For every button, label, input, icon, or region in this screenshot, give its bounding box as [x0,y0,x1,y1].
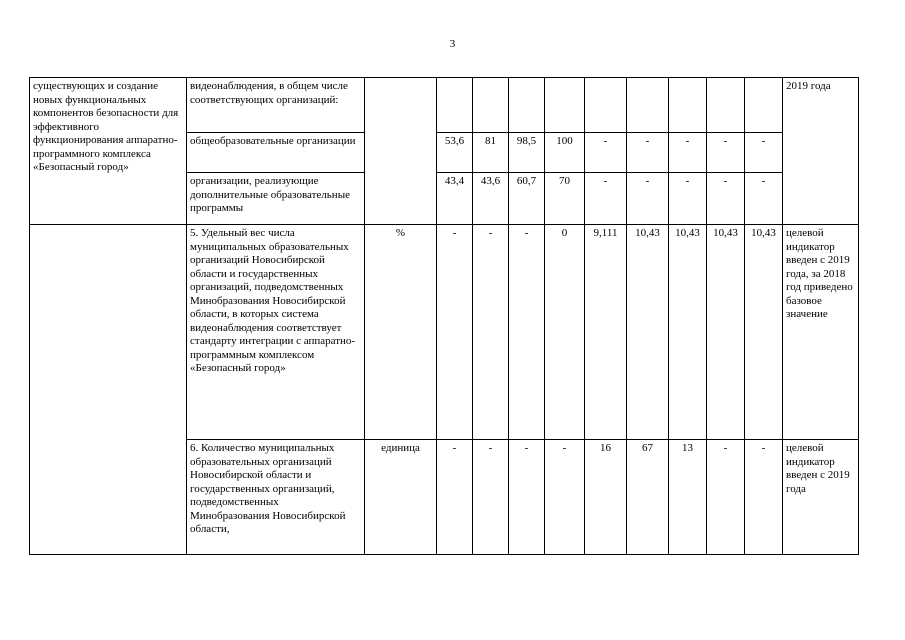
note-cell [783,78,859,225]
value-cell: 10,43 [745,225,783,440]
note-text: целевой индикатор введен с 2019 года, за 2018 год приведено базовое значение [786,227,853,320]
value-cell: - [437,440,473,555]
value-cell: - [627,173,669,225]
value-cell: 9,111 [585,225,627,440]
value-cell: - [473,440,509,555]
indicator-header: видеонаблюдения, в общем числе соответствующих организаций: [190,80,348,106]
value-cell [545,78,585,133]
value-cell: 98,5 [509,133,545,173]
value-cell [745,78,783,133]
value-cell: - [707,440,745,555]
value-cell [707,78,745,133]
unit-cell: единица [365,440,437,555]
value-cell: - [627,133,669,173]
table-row [30,225,859,440]
value-cell: - [509,440,545,555]
sub-indicator-label: общеобразовательные организации [190,135,356,147]
value-cell: 53,6 [437,133,473,173]
value-cell: 70 [545,173,585,225]
sub-indicator-cell [187,133,365,173]
value-cell: 10,43 [627,225,669,440]
indicator-cell [187,440,365,555]
value-cell [509,78,545,133]
value-cell: - [473,225,509,440]
value-cell: - [437,225,473,440]
value-cell: 43,6 [473,173,509,225]
note-text: 2019 года [786,80,831,92]
unit-cell: % [365,225,437,440]
unit-cell [365,78,437,225]
note-cell [783,440,859,555]
value-cell [437,78,473,133]
value-cell: - [545,440,585,555]
indicator-cell [187,225,365,440]
indicator-text: 5. Удельный вес числа муниципальных образовательных организаций Новосибирской области и государственных организаций, подведомственных Минобразования Новосибирской области, в которых система видеонаблюдения соответствует стандарту интеграции с аппаратно-программным комплексом «Безопасный город» [190,227,356,374]
note-text: целевой индикатор введен с 2019 года [786,442,850,495]
value-cell: - [585,133,627,173]
value-cell: 60,7 [509,173,545,225]
value-cell: 0 [545,225,585,440]
value-cell: 67 [627,440,669,555]
value-cell [627,78,669,133]
value-cell [473,78,509,133]
value-cell [669,78,707,133]
page-number: 3 [449,38,456,50]
value-cell: - [707,133,745,173]
goal-cell-empty [30,225,187,555]
value-cell: - [669,133,707,173]
value-cell: - [509,225,545,440]
table-row [30,78,859,133]
goal-text: существующих и создание новых функциональных компонентов безопасности для эффективного функционирования аппаратно-программного комплекса «Безопасный город» [33,80,179,173]
indicator-text: 6. Количество муниципальных образовательных организаций Новосибирской области и государственных организаций, подведомственных Минобразования Новосибирской области, [190,442,346,535]
indicators-table [29,77,859,555]
value-cell: 10,43 [669,225,707,440]
value-cell: - [669,173,707,225]
value-cell [585,78,627,133]
goal-cell [30,78,187,225]
value-cell: 16 [585,440,627,555]
value-cell: 13 [669,440,707,555]
value-cell: 43,4 [437,173,473,225]
value-cell: 81 [473,133,509,173]
value-cell: - [745,173,783,225]
value-cell: - [707,173,745,225]
sub-indicator-cell [187,173,365,225]
sub-indicator-label: организации, реализующие дополнительные образовательные программы [190,175,350,214]
value-cell: - [745,133,783,173]
value-cell: 10,43 [707,225,745,440]
note-cell [783,225,859,440]
value-cell: - [585,173,627,225]
indicator-header-cell [187,78,365,133]
value-cell: - [745,440,783,555]
value-cell: 100 [545,133,585,173]
